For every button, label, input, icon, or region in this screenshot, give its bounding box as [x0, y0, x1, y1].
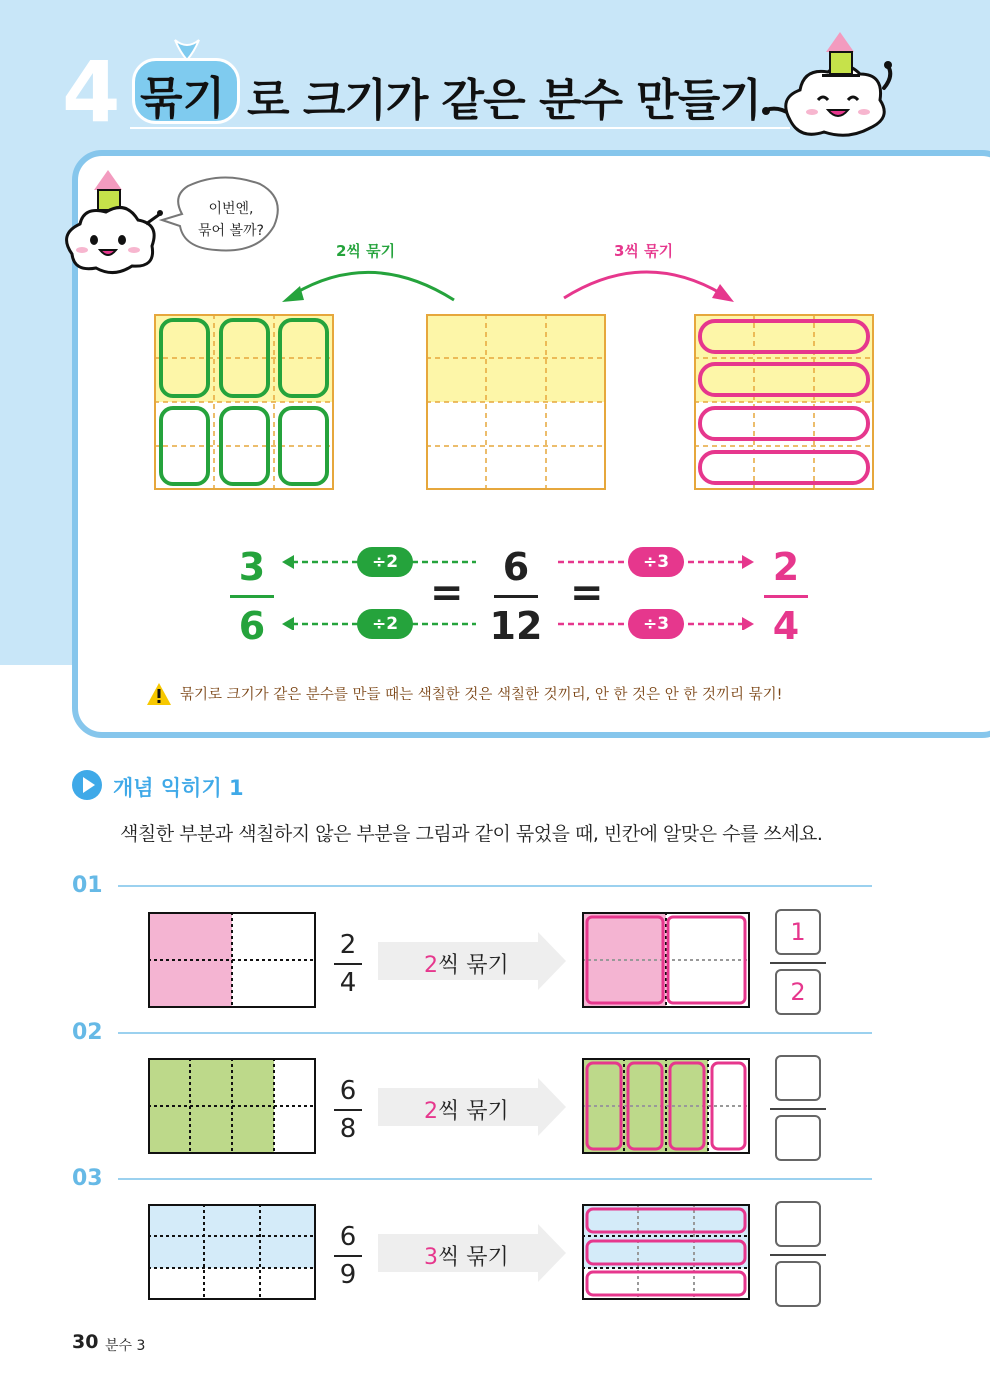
numerator-answer-box[interactable]: [775, 1201, 821, 1247]
warning-icon: [146, 682, 172, 706]
fraction-6-12: [486, 545, 546, 648]
warning-text: 묶기로 크기가 같은 분수를 만들 때는 색칠한 것은 색칠한 것끼리, 안 한 것은 안 한 것끼리 묶기!: [180, 687, 783, 703]
problem-divider: [118, 1032, 872, 1034]
problem-3-fraction: [330, 1222, 366, 1290]
green-curved-arrow: [276, 262, 460, 306]
grouping-instruction: [424, 1094, 509, 1125]
right-grouping-label: 3씩 묶기: [614, 242, 674, 260]
divide-by-3-badge: ÷3: [628, 609, 684, 639]
left-grouping-label: 2씩 묶기: [336, 242, 396, 260]
book-title: 분수 3: [105, 1338, 146, 1354]
problem-3-grouped-grid: [582, 1204, 750, 1300]
fraction-3-6: [222, 545, 282, 648]
equals-sign: =: [570, 570, 604, 616]
problem-label: 01: [72, 873, 103, 898]
group-text: 씩 묶기: [438, 1245, 509, 1270]
problem-2-grouped-grid: [582, 1058, 750, 1154]
fraction-numerator: 6: [339, 1076, 357, 1106]
title-underline: [130, 127, 790, 129]
fraction-denominator: 6: [238, 604, 266, 648]
answer-fraction-bar: [770, 1254, 826, 1256]
divide-by-3-badge: ÷3: [628, 547, 684, 577]
numerator-answer-box[interactable]: [775, 1055, 821, 1101]
fraction-2-4: [756, 545, 816, 648]
problem-2-grid: [148, 1058, 316, 1154]
problem-1-grouped-grid: [582, 912, 750, 1008]
problem-1-grid: [148, 912, 316, 1008]
denominator-answer-box[interactable]: [775, 1261, 821, 1307]
fraction-denominator: 4: [772, 604, 800, 648]
problem-2-fraction: [330, 1076, 366, 1144]
problem-1-fraction: [330, 930, 366, 998]
speech-line-2: 묶어 볼까?: [198, 223, 264, 239]
fraction-denominator: 4: [339, 968, 357, 998]
problem-divider: [118, 885, 872, 887]
section-title: 개념 익히기 1: [113, 776, 244, 800]
problem-label: 03: [72, 1166, 103, 1191]
denominator-answer-box[interactable]: 2: [775, 969, 821, 1015]
title-keyword: 묶기: [140, 73, 226, 124]
group-text: 씩 묶기: [438, 1099, 509, 1124]
fraction-numerator: 2: [772, 545, 800, 589]
speech-text: [188, 198, 274, 242]
speech-line-1: 이번엔,: [208, 201, 254, 217]
denominator-answer-box[interactable]: [775, 1115, 821, 1161]
problem-divider: [118, 1178, 872, 1180]
answer-fraction-bar: [770, 962, 826, 964]
grouping-instruction: [424, 948, 509, 979]
page-number: 30: [72, 1331, 99, 1353]
group-size: 2: [424, 1099, 438, 1124]
problem-3-grid: [148, 1204, 316, 1300]
page-title: 로 크기가 같은 분수 만들기: [247, 75, 761, 126]
lesson-number: 4: [62, 43, 121, 141]
fraction-denominator: 8: [339, 1114, 357, 1144]
numerator-answer-box[interactable]: 1: [775, 909, 821, 955]
pink-curved-arrow: [560, 262, 740, 306]
cloud-mascot-icon: [760, 28, 910, 146]
fraction-denominator: 9: [339, 1260, 357, 1290]
fraction-numerator: 3: [238, 545, 266, 589]
answer-fraction-bar: [770, 1108, 826, 1110]
fraction-bar: [334, 1109, 362, 1111]
group-size: 2: [424, 953, 438, 978]
cloud-character-icon: [52, 166, 172, 278]
fraction-numerator: 6: [502, 545, 530, 589]
equals-sign: =: [430, 570, 464, 616]
divide-by-2-badge: ÷2: [357, 547, 413, 577]
group-size: 3: [424, 1245, 438, 1270]
fraction-bar: [334, 963, 362, 965]
group-text: 씩 묶기: [438, 953, 509, 978]
fraction-numerator: 2: [339, 930, 357, 960]
grid-original: [426, 314, 606, 490]
grid-grouped-by-2: [154, 314, 334, 490]
instruction-text: 색칠한 부분과 색칠하지 않은 부분을 그림과 같이 묶었을 때, 빈칸에 알맞은 수를 쓰세요.: [120, 823, 823, 845]
fraction-denominator: 12: [489, 604, 543, 648]
play-icon: [72, 770, 102, 800]
fraction-bar: [494, 595, 538, 598]
grid-grouped-by-3: [694, 314, 874, 490]
grouping-instruction: [424, 1240, 509, 1271]
problem-label: 02: [72, 1020, 103, 1045]
fraction-numerator: 6: [339, 1222, 357, 1252]
fraction-bar: [764, 595, 808, 598]
divide-by-2-badge: ÷2: [357, 609, 413, 639]
fraction-bar: [230, 595, 274, 598]
fraction-bar: [334, 1255, 362, 1257]
